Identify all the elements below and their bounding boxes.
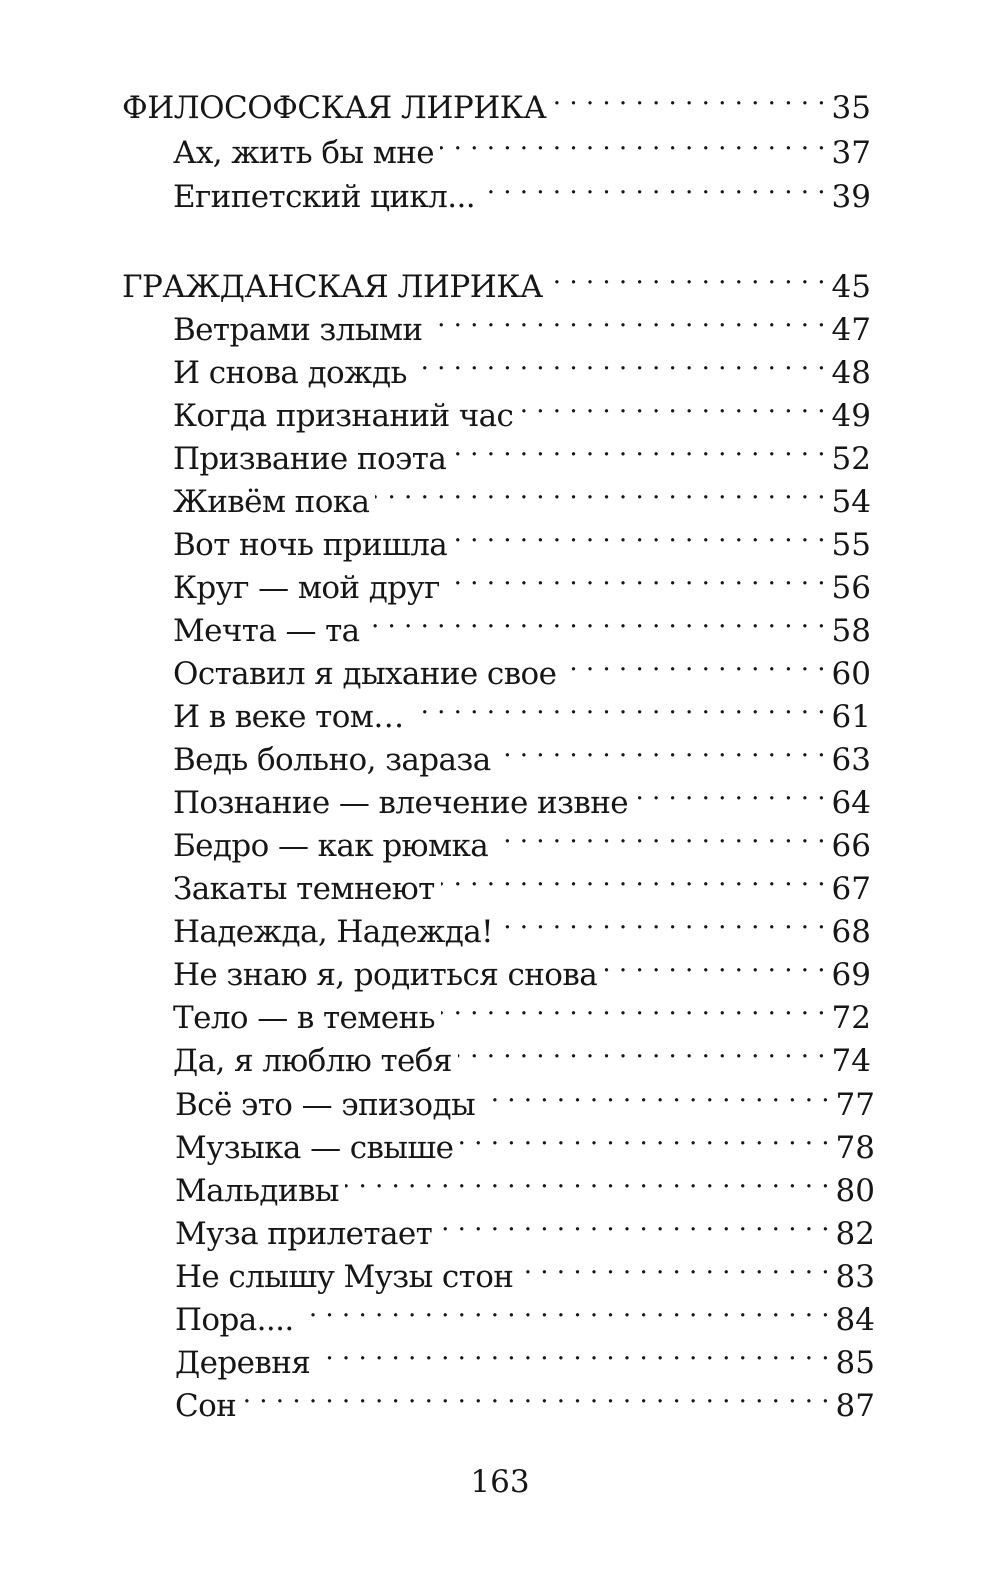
toc-entry-title: Надежда, Надежда! <box>173 914 494 950</box>
toc-page-number: 49 <box>831 398 871 434</box>
toc-entry <box>173 339 871 391</box>
toc-page-number: 52 <box>831 441 871 477</box>
toc-entry-title: Бедро — как рюмка <box>173 828 489 864</box>
toc-entry-title: Тело — в темень <box>173 1000 435 1036</box>
toc-entry-title: Муза прилетает <box>175 1216 433 1252</box>
toc-leader-dots <box>481 163 826 207</box>
toc-entry-title: Египетский цикл... <box>173 179 476 215</box>
toc-entry <box>175 1200 875 1252</box>
toc-entry-title: Когда признаний час <box>173 398 514 434</box>
toc-leader-dots <box>497 726 826 770</box>
toc-entry <box>173 425 871 477</box>
toc-leader-dots <box>549 253 826 297</box>
toc-entry <box>173 812 871 864</box>
toc-page-number: 61 <box>831 699 871 735</box>
toc-page-number: 83 <box>835 1259 875 1295</box>
toc-entry <box>173 984 871 1036</box>
toc-page-number: 54 <box>831 484 871 520</box>
toc-entry <box>175 1243 875 1295</box>
toc-entry <box>175 1071 875 1123</box>
toc-entry-title: Не слышу Музы стон <box>175 1259 514 1295</box>
toc-page-number: 37 <box>831 135 871 171</box>
toc-leader-dots <box>300 1286 830 1330</box>
toc-leader-dots <box>441 984 826 1028</box>
toc-page-number: 47 <box>831 312 871 348</box>
toc-leader-dots <box>603 941 825 985</box>
toc-entry-title: Музыка — свыше <box>175 1130 454 1166</box>
toc-page-number: 55 <box>831 527 871 563</box>
toc-entry <box>175 1372 875 1424</box>
toc-leader-dots <box>316 1329 829 1373</box>
toc-entry <box>173 941 871 993</box>
toc-entry-title: Оставил я дыхание свое <box>173 656 557 692</box>
toc-page-number: 80 <box>835 1173 875 1209</box>
toc-page-number: 39 <box>831 179 871 215</box>
toc-entry <box>173 119 871 171</box>
toc-page-number: 87 <box>835 1388 875 1424</box>
toc-page-number: 67 <box>831 871 871 907</box>
toc-page-number: 48 <box>831 355 871 391</box>
toc-entry <box>175 1114 875 1166</box>
toc-entry <box>173 640 871 692</box>
toc-leader-dots <box>562 640 825 684</box>
toc-page-number: 77 <box>835 1087 875 1123</box>
toc-entry-title: Деревня <box>175 1345 311 1381</box>
toc-entry-title: Живём пока <box>173 484 370 520</box>
toc-entry-title: Всё это — эпизоды <box>175 1087 476 1123</box>
toc-entry <box>173 554 871 606</box>
toc-leader-dots <box>452 425 825 469</box>
toc-entry-title: Круг — мой друг <box>173 570 440 606</box>
toc-leader-dots <box>440 119 826 163</box>
toc-page-number: 82 <box>835 1216 875 1252</box>
toc-page-number: 35 <box>831 90 871 126</box>
toc-entry-title: Не знаю я, родиться снова <box>173 957 598 993</box>
toc-page-number: 63 <box>831 742 871 778</box>
toc-leader-dots <box>459 1114 829 1158</box>
toc-entry-title: Пора.... <box>175 1302 294 1338</box>
toc-leader-dots <box>428 296 825 340</box>
toc-entry <box>175 1157 875 1209</box>
toc-page-number: 72 <box>831 1000 871 1036</box>
toc-entry-title: Да, я люблю тебя <box>173 1043 452 1079</box>
toc-leader-dots <box>413 339 826 383</box>
toc-leader-dots <box>552 74 825 118</box>
toc-entry <box>173 163 871 215</box>
toc-leader-dots <box>242 1372 829 1416</box>
toc-entry <box>173 382 871 434</box>
toc-entry-title: Ведь больно, зараза <box>173 742 491 778</box>
toc-entry <box>173 726 871 778</box>
toc-page-number: 60 <box>831 656 871 692</box>
toc-page-number: 74 <box>831 1043 871 1079</box>
toc-entry-title: И снова дождь <box>173 355 407 391</box>
toc-entry <box>173 1027 871 1079</box>
toc-leader-dots <box>438 1200 829 1244</box>
toc-leader-dots <box>446 554 826 598</box>
toc-page-number: 56 <box>831 570 871 606</box>
toc-leader-dots <box>499 898 826 942</box>
toc-entry <box>173 296 871 348</box>
toc-entry <box>173 855 871 907</box>
toc-page-number: 64 <box>831 785 871 821</box>
toc-entry-title: Ах, жить бы мне <box>173 135 435 171</box>
toc-entry-title: Ветрами злыми <box>173 312 423 348</box>
toc-entry <box>173 769 871 821</box>
toc-leader-dots <box>519 382 825 426</box>
toc-entry <box>173 898 871 950</box>
toc-leader-dots <box>375 468 825 512</box>
toc-page-number: 45 <box>831 269 871 305</box>
toc-page-number: 84 <box>835 1302 875 1338</box>
toc-section-title: ГРАЖДАНСКАЯ ЛИРИКА <box>122 269 543 305</box>
toc-entry <box>173 511 871 563</box>
toc-leader-dots <box>634 769 826 813</box>
toc-leader-dots <box>366 597 826 641</box>
toc-entry <box>175 1329 875 1381</box>
toc-page-number: 68 <box>831 914 871 950</box>
folio-page-number: 163 <box>470 1464 530 1500</box>
toc-page-number: 58 <box>831 613 871 649</box>
toc-page-number: 69 <box>831 957 871 993</box>
toc-entry-title: Призвание поэта <box>173 441 447 477</box>
toc-leader-dots <box>481 1071 830 1115</box>
toc-section-title: ФИЛОСОФСКАЯ ЛИРИКА <box>122 90 547 126</box>
toc-entry <box>175 1286 875 1338</box>
toc-leader-dots <box>441 855 826 899</box>
toc-leader-dots <box>410 683 826 727</box>
toc-entry-title: Познание — влечение извне <box>173 785 629 821</box>
toc-entry <box>173 683 871 735</box>
toc-entry-title: Мечта — та <box>173 613 360 649</box>
toc-leader-dots <box>519 1243 829 1287</box>
toc-entry-title: Сон <box>175 1388 237 1424</box>
toc-page-number: 66 <box>831 828 871 864</box>
toc-entry-title: Закаты темнеют <box>173 871 435 907</box>
toc-entry-title: И в веке том… <box>173 699 404 735</box>
toc-page-number: 78 <box>835 1130 875 1166</box>
toc-section-heading <box>122 74 871 126</box>
toc-section-heading <box>122 253 871 305</box>
toc-entry <box>173 468 871 520</box>
toc-leader-dots <box>345 1157 830 1201</box>
toc-leader-dots <box>453 511 825 555</box>
toc-entry <box>173 597 871 649</box>
toc-page-number: 85 <box>835 1345 875 1381</box>
toc-entry-title: Мальдивы <box>175 1173 339 1209</box>
toc-entry-title: Вот ночь пришла <box>173 527 448 563</box>
toc-leader-dots <box>458 1027 826 1071</box>
toc-leader-dots <box>494 812 825 856</box>
